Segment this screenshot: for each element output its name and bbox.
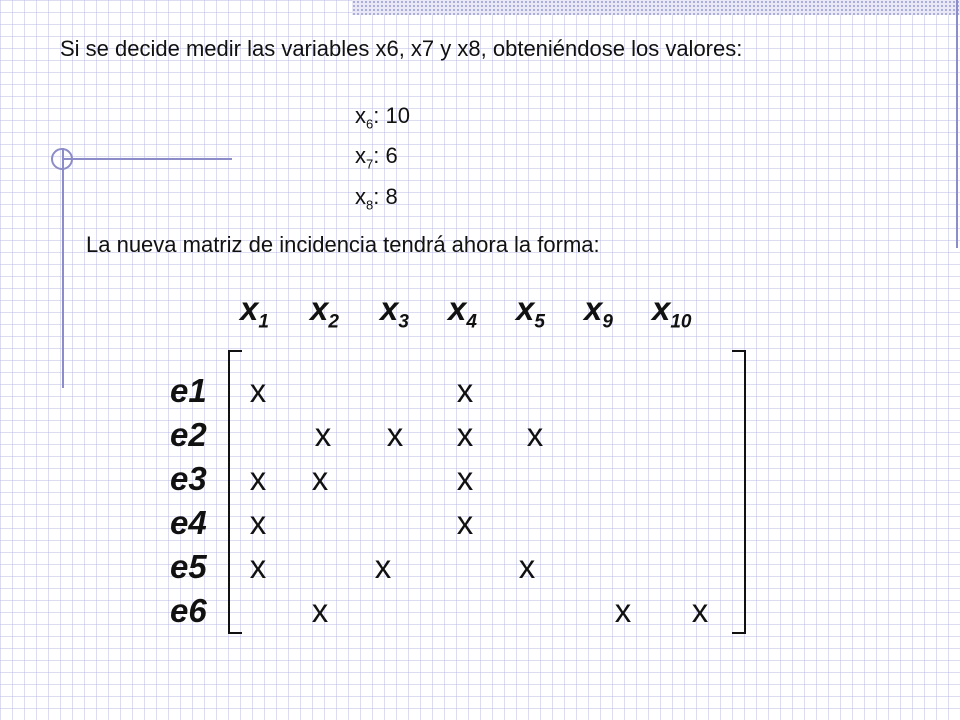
row-label: e4 bbox=[170, 504, 207, 541]
matrix-right-bracket bbox=[732, 350, 746, 634]
row-label: e1 bbox=[170, 372, 207, 409]
decorative-right-line bbox=[956, 0, 958, 248]
column-header: $x_9$ bbox=[584, 290, 613, 333]
row-label: e5 bbox=[170, 548, 207, 585]
matrix-cell: x bbox=[374, 548, 392, 585]
row-label: e3 bbox=[170, 460, 207, 497]
matrix-cell: x bbox=[311, 460, 329, 497]
decorative-left-line bbox=[62, 148, 64, 388]
matrix-cell: x bbox=[518, 548, 536, 585]
matrix-cell: x bbox=[614, 592, 632, 629]
intro-text: Si se decide medir las variables x6, x7 y x8, obteniéndose los valores: bbox=[60, 36, 743, 61]
column-header: $x_{10}$ bbox=[652, 290, 692, 333]
column-header: $x_3$ bbox=[380, 290, 409, 333]
column-header: $x_2$ bbox=[310, 290, 339, 333]
matrix-cell: x bbox=[314, 416, 332, 453]
measured-value-row: $x_8$: 8 bbox=[355, 183, 398, 213]
matrix-subtitle: La nueva matriz de incidencia tendrá ahora la forma: bbox=[86, 232, 600, 257]
column-header: $x_5$ bbox=[516, 290, 545, 333]
matrix-cell: x bbox=[311, 592, 329, 629]
column-header: $x_1$ bbox=[240, 290, 269, 333]
matrix-cell: x bbox=[456, 504, 474, 541]
matrix-cell: x bbox=[691, 592, 709, 629]
measured-value-row: $x_6$: 10 bbox=[355, 103, 410, 132]
decorative-top-band bbox=[352, 0, 960, 15]
measured-values bbox=[355, 100, 410, 221]
matrix-cell: x bbox=[456, 372, 474, 409]
matrix-cell: x bbox=[249, 548, 267, 585]
crosshair-icon bbox=[51, 148, 73, 170]
row-label: e2 bbox=[170, 416, 207, 453]
row-label: e6 bbox=[170, 592, 207, 629]
matrix-cell: x bbox=[249, 372, 267, 409]
matrix-left-bracket bbox=[228, 350, 242, 634]
measured-value-row: $x_7$: 6 bbox=[355, 143, 398, 172]
matrix-cell: x bbox=[386, 416, 404, 453]
matrix-cell: x bbox=[249, 460, 267, 497]
decorative-horizontal-line bbox=[62, 158, 232, 160]
matrix-cell: x bbox=[249, 504, 267, 541]
matrix-cell: x bbox=[526, 416, 544, 453]
column-header: $x_4$ bbox=[448, 290, 477, 333]
matrix-cell: x bbox=[456, 416, 474, 453]
matrix-cell: x bbox=[456, 460, 474, 497]
